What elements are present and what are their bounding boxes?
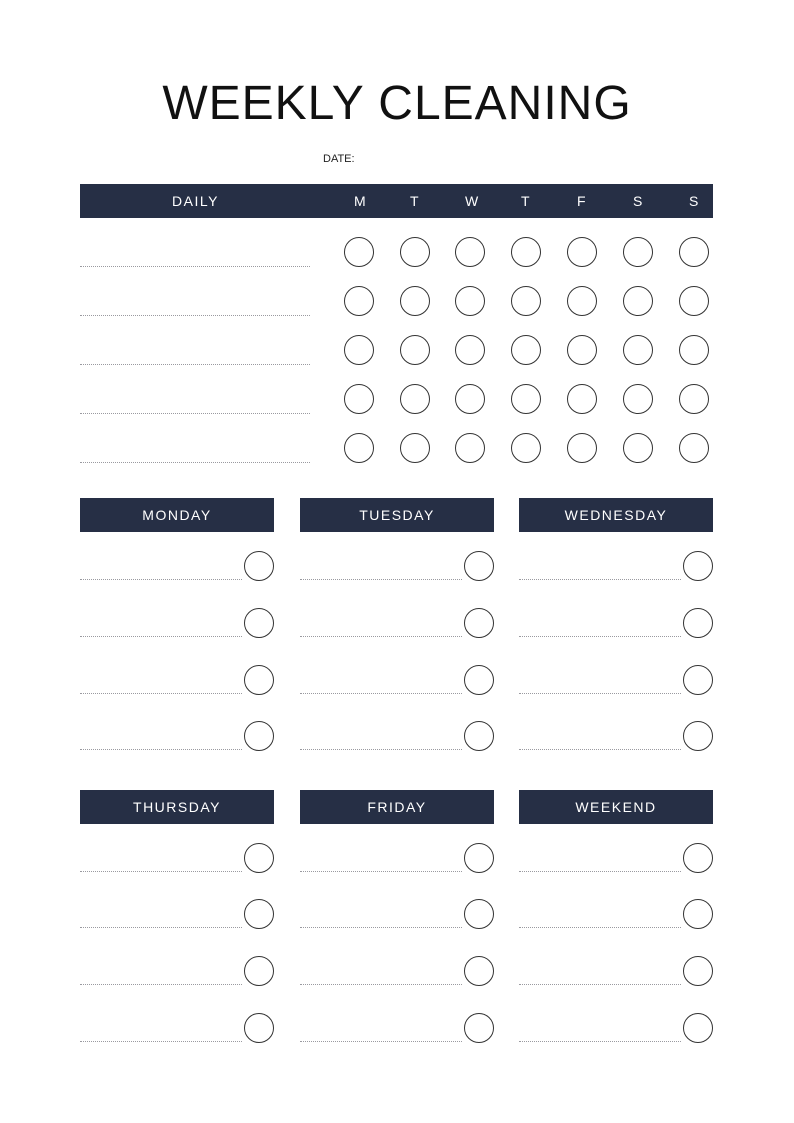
task-checkbox[interactable] — [244, 1013, 274, 1043]
task-checkbox[interactable] — [464, 608, 494, 638]
day-column-5: S — [633, 193, 644, 209]
daily-task-line[interactable] — [80, 364, 310, 365]
task-line[interactable] — [300, 871, 462, 872]
daily-header-bar — [80, 184, 713, 218]
task-checkbox[interactable] — [244, 665, 274, 695]
daily-checkbox[interactable] — [567, 384, 597, 414]
task-line[interactable] — [300, 927, 462, 928]
task-checkbox[interactable] — [464, 665, 494, 695]
section-label: FRIDAY — [367, 799, 427, 815]
daily-checkbox[interactable] — [344, 335, 374, 365]
section-label: MONDAY — [142, 507, 212, 523]
task-line[interactable] — [519, 984, 681, 985]
task-line[interactable] — [80, 984, 242, 985]
task-checkbox[interactable] — [683, 665, 713, 695]
task-checkbox[interactable] — [464, 899, 494, 929]
daily-checkbox[interactable] — [455, 237, 485, 267]
task-line[interactable] — [80, 693, 242, 694]
day-column-2: W — [465, 193, 480, 209]
task-line[interactable] — [80, 871, 242, 872]
task-checkbox[interactable] — [683, 608, 713, 638]
task-line[interactable] — [519, 1041, 681, 1042]
task-line[interactable] — [519, 749, 681, 750]
section-label: TUESDAY — [359, 507, 435, 523]
task-checkbox[interactable] — [244, 551, 274, 581]
daily-checkbox[interactable] — [344, 384, 374, 414]
section-header-friday — [300, 790, 494, 824]
daily-checkbox[interactable] — [400, 384, 430, 414]
daily-checkbox[interactable] — [679, 384, 709, 414]
task-line[interactable] — [519, 871, 681, 872]
task-checkbox[interactable] — [683, 899, 713, 929]
daily-checkbox[interactable] — [511, 433, 541, 463]
day-column-4: F — [577, 193, 588, 209]
daily-checkbox[interactable] — [344, 286, 374, 316]
task-checkbox[interactable] — [464, 956, 494, 986]
daily-checkbox[interactable] — [567, 335, 597, 365]
daily-checkbox[interactable] — [679, 237, 709, 267]
daily-task-line[interactable] — [80, 266, 310, 267]
task-checkbox[interactable] — [464, 721, 494, 751]
section-header-thursday — [80, 790, 274, 824]
daily-task-line[interactable] — [80, 462, 310, 463]
task-checkbox[interactable] — [244, 843, 274, 873]
daily-checkbox[interactable] — [511, 286, 541, 316]
daily-checkbox[interactable] — [400, 237, 430, 267]
daily-checkbox[interactable] — [400, 433, 430, 463]
daily-checkbox[interactable] — [623, 286, 653, 316]
daily-checkbox[interactable] — [679, 286, 709, 316]
task-line[interactable] — [300, 693, 462, 694]
task-line[interactable] — [519, 693, 681, 694]
day-column-1: T — [410, 193, 421, 209]
daily-checkbox[interactable] — [511, 384, 541, 414]
section-header-weekend — [519, 790, 713, 824]
daily-checkbox[interactable] — [400, 335, 430, 365]
section-header-monday — [80, 498, 274, 532]
task-checkbox[interactable] — [244, 721, 274, 751]
task-line[interactable] — [300, 579, 462, 580]
daily-checkbox[interactable] — [623, 237, 653, 267]
daily-checkbox[interactable] — [455, 286, 485, 316]
task-checkbox[interactable] — [683, 843, 713, 873]
task-line[interactable] — [80, 636, 242, 637]
task-checkbox[interactable] — [464, 551, 494, 581]
daily-checkbox[interactable] — [455, 384, 485, 414]
daily-checkbox[interactable] — [623, 384, 653, 414]
page-title: WEEKLY CLEANING — [162, 77, 632, 130]
task-line[interactable] — [300, 1041, 462, 1042]
daily-checkbox[interactable] — [455, 433, 485, 463]
task-checkbox[interactable] — [244, 608, 274, 638]
task-line[interactable] — [80, 579, 242, 580]
day-column-3: T — [521, 193, 532, 209]
task-checkbox[interactable] — [244, 956, 274, 986]
task-checkbox[interactable] — [683, 551, 713, 581]
daily-checkbox[interactable] — [344, 237, 374, 267]
task-line[interactable] — [519, 927, 681, 928]
daily-label: DAILY — [172, 193, 219, 209]
daily-checkbox[interactable] — [623, 433, 653, 463]
task-line[interactable] — [80, 749, 242, 750]
daily-checkbox[interactable] — [567, 286, 597, 316]
task-checkbox[interactable] — [464, 843, 494, 873]
task-checkbox[interactable] — [683, 1013, 713, 1043]
daily-checkbox[interactable] — [623, 335, 653, 365]
day-column-6: S — [689, 193, 700, 209]
task-checkbox[interactable] — [683, 721, 713, 751]
section-label: THURSDAY — [133, 799, 221, 815]
section-header-tuesday — [300, 498, 494, 532]
date-label: DATE: — [323, 153, 355, 165]
task-checkbox[interactable] — [683, 956, 713, 986]
daily-checkbox[interactable] — [344, 433, 374, 463]
task-checkbox[interactable] — [464, 1013, 494, 1043]
task-line[interactable] — [519, 579, 681, 580]
daily-checkbox[interactable] — [679, 335, 709, 365]
section-label: WEDNESDAY — [564, 507, 668, 523]
daily-checkbox[interactable] — [511, 237, 541, 267]
daily-checkbox[interactable] — [400, 286, 430, 316]
day-column-0: M — [354, 193, 368, 209]
daily-checkbox[interactable] — [511, 335, 541, 365]
task-line[interactable] — [300, 636, 462, 637]
task-line[interactable] — [80, 927, 242, 928]
section-label: WEEKEND — [575, 799, 657, 815]
daily-task-line[interactable] — [80, 315, 310, 316]
task-checkbox[interactable] — [244, 899, 274, 929]
daily-checkbox[interactable] — [679, 433, 709, 463]
task-line[interactable] — [519, 636, 681, 637]
daily-task-line[interactable] — [80, 413, 310, 414]
task-line[interactable] — [300, 984, 462, 985]
daily-checkbox[interactable] — [455, 335, 485, 365]
task-line[interactable] — [80, 1041, 242, 1042]
daily-checkbox[interactable] — [567, 237, 597, 267]
task-line[interactable] — [300, 749, 462, 750]
section-header-wednesday — [519, 498, 713, 532]
daily-checkbox[interactable] — [567, 433, 597, 463]
